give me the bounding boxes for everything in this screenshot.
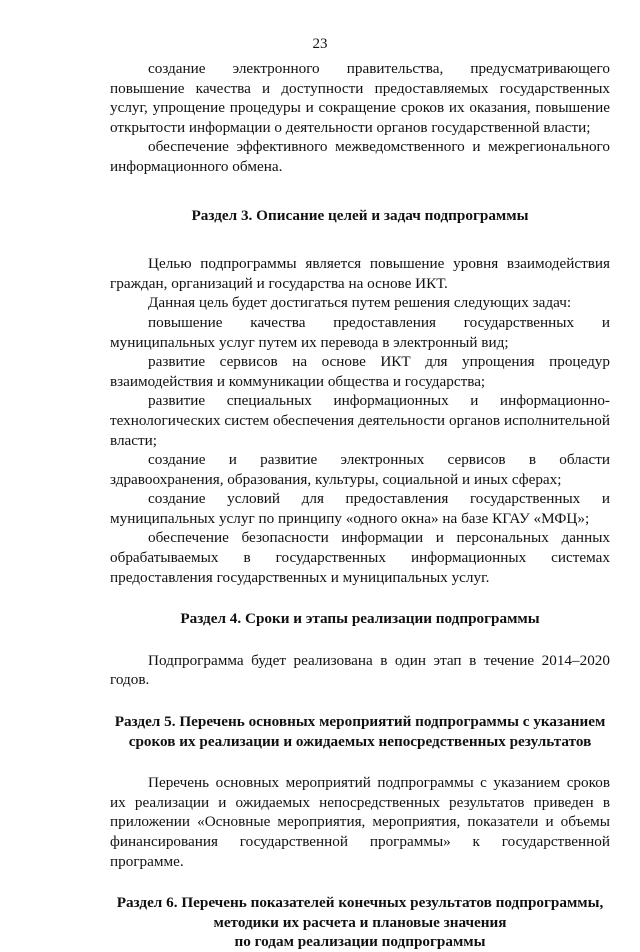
paragraph-task-ict-services: развитие сервисов на основе ИКТ для упрощения процедур взаимодействия и коммуникации общества и государства; <box>110 353 610 390</box>
paragraph-timeline: Подпрограмма будет реализована в один этап в течение 2014–2020 годов. <box>110 651 610 689</box>
paragraph-task-security: обеспечение безопасности информации и персональных данных обрабатываемых в государственных информационных системах предоставления государственных и муниципальных услуг. <box>110 529 610 586</box>
section-6-heading <box>110 893 610 952</box>
section-4-heading <box>110 609 610 629</box>
page-content <box>110 59 610 952</box>
section-5-heading <box>110 712 610 751</box>
spacer <box>110 225 610 254</box>
paragraph-e-government: создание электронного правительства, предусматривающего повышение качества и доступности предоставляемых государственных услуг, упрощение процедуры и сокращение сроков их оказания, повышение открытости информации о деятельности органов государственной власти; <box>110 60 610 136</box>
spacer <box>110 587 610 609</box>
paragraph-goal: Целью подпрограммы является повышение уровня взаимодействия граждан, организаций и государства на основе ИКТ. <box>110 255 610 292</box>
spacer <box>110 177 610 206</box>
spacer <box>110 751 610 773</box>
heading-line: Раздел 5. Перечень основных мероприятий подпрограммы с указанием <box>114 713 606 731</box>
heading-line: методики их расчета и плановые значения <box>213 913 507 931</box>
section-3-heading <box>110 206 610 226</box>
spacer <box>110 690 610 712</box>
heading-line: Раздел 6. Перечень показателей конечных результатов подпрограммы, <box>116 894 604 912</box>
paragraph-task-it-systems: развитие специальных информационных и информационно-технологических систем обеспечения деятельности органов исполнительной власти; <box>110 392 610 449</box>
spacer <box>110 629 610 651</box>
page-number: 23 <box>312 36 328 52</box>
heading-line: сроков их реализации и ожидаемых непосредственных результатов <box>128 732 592 750</box>
heading-line: Раздел 3. Описание целей и задач подпрограммы <box>191 206 529 224</box>
heading-line: по годам реализации подпрограммы <box>234 933 486 951</box>
paragraph-tasks-intro: Данная цель будет достигаться путем решения следующих задач: <box>148 294 572 312</box>
heading-line: Раздел 4. Сроки и этапы реализации подпрограммы <box>180 610 540 628</box>
spacer <box>110 871 610 893</box>
paragraph-task-electronic-services: повышение качества предоставления государственных и муниципальных услуг путем их перевода в электронный вид; <box>110 313 610 351</box>
paragraph-task-one-window: создание условий для предоставления государственных и муниципальных услуг по принципу «одного окна» на базе КГАУ «МФЦ»; <box>110 490 610 527</box>
paragraph-task-social-services: создание и развитие электронных сервисов в области здравоохранения, образования, культуры, социальной и иных сферах; <box>110 451 610 488</box>
paragraph-information-exchange: обеспечение эффективного межведомственного и межрегионального информационного обмена. <box>110 138 610 175</box>
paragraph-activities-list: Перечень основных мероприятий подпрограммы с указанием сроков их реализации и ожидаемых непосредственных результатов приведен в приложении «Основные мероприятия, мероприятия, показатели и объемы финансирования государственной программы» к государственной программе. <box>110 774 610 870</box>
